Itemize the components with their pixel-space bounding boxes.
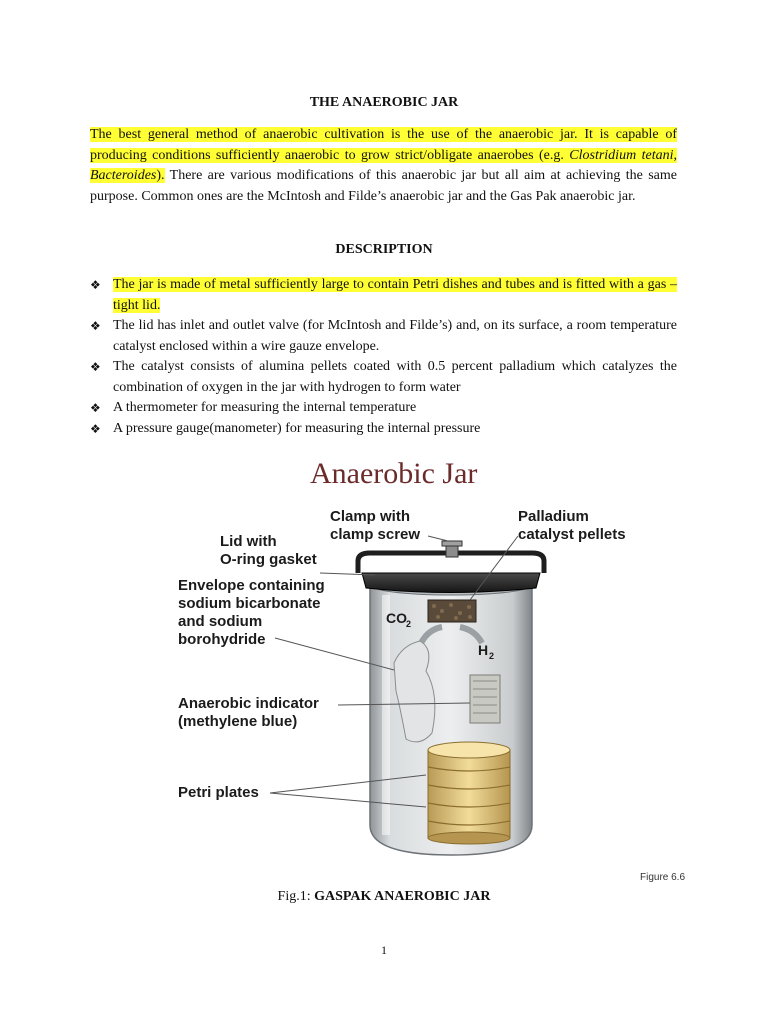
page-title: THE ANAEROBIC JAR: [309, 95, 459, 110]
page-number: 1: [381, 943, 387, 957]
label-indicator-line2: (methylene blue): [178, 713, 298, 730]
label-lid-line2: O-ring gasket: [220, 551, 317, 568]
list-item-text: A pressure gauge(manometer) for measuring the internal pressure: [113, 420, 481, 436]
jar-lid: [362, 573, 540, 593]
label-envelope-line4: borohydride: [178, 631, 266, 648]
list-item-text: The jar is made of metal sufficiently large to contain Petri dishes and tubes and is fitted with a gas –tight lid.: [113, 277, 677, 313]
list-item: [90, 419, 677, 440]
list-item-text: A thermometer for measuring the internal temperature: [113, 400, 417, 415]
label-h2: H: [478, 642, 489, 658]
label-envelope-line3: and sodium: [178, 613, 263, 630]
label-palladium-line2: catalyst pellets: [518, 526, 626, 543]
species-separator: ,: [673, 147, 677, 163]
caption-title: GASPAK ANAEROBIC JAR: [314, 889, 491, 904]
label-indicator-line1: Anaerobic indicator: [178, 695, 319, 712]
label-lid-line1: Lid with: [220, 533, 277, 550]
list-item: [90, 398, 677, 419]
label-h2-subscript: 2: [489, 651, 495, 661]
bullet-diamond-icon: ❖: [90, 360, 101, 374]
label-co2: CO: [386, 610, 407, 626]
figure-title: Anaerobic Jar: [310, 457, 478, 490]
anaerobic-jar-illustration: [170, 445, 695, 885]
list-item: [90, 275, 677, 316]
bullet-diamond-icon: ❖: [90, 319, 101, 333]
bullet-diamond-icon: ❖: [90, 421, 101, 436]
species-clostridium: Clostridium tetani: [569, 147, 674, 163]
bullet-diamond-icon: ❖: [90, 401, 101, 415]
intro-paragraph: [90, 125, 677, 207]
label-clamp-line2: clamp screw: [330, 526, 421, 543]
figure-caption: [0, 889, 768, 905]
label-co2-subscript: 2: [406, 619, 412, 629]
petri-plates-stack: [428, 742, 510, 844]
caption-prefix: Fig.1:: [277, 889, 315, 904]
anaerobic-indicator-strip: [470, 675, 500, 723]
label-envelope-line1: Envelope containing: [178, 577, 325, 594]
clamp: [358, 541, 544, 573]
intro-highlight-close: ).: [156, 168, 165, 184]
label-clamp-line1: Clamp with: [330, 508, 411, 525]
species-bacteroides: Bacteroides: [90, 168, 157, 184]
anaerobic-jar-figure: [170, 445, 695, 885]
description-heading: DESCRIPTION: [335, 242, 433, 257]
label-petri-plates: Petri plates: [178, 784, 259, 801]
label-envelope-line2: sodium bicarbonate: [178, 595, 321, 612]
figure-number: Figure 6.6: [640, 872, 686, 883]
label-palladium-line1: Palladium: [518, 508, 589, 525]
list-item: [90, 316, 677, 357]
intro-rest: There are various modifications of this anaerobic jar but all aim at achieving the same purpose. Common ones are the McIntosh and Filde’s anaerobic jar and the Gas Pak anaerobic jar.: [90, 168, 677, 204]
intro-highlight-text: The best general method of anaerobic cultivation is the use of the anaerobic jar. It is capable of producing conditions sufficiently anaerobic to grow strict/obligate anaerobes (e.g.: [90, 127, 677, 163]
list-item: [90, 357, 677, 398]
bullet-diamond-icon: ❖: [90, 278, 101, 292]
list-item-text: The lid has inlet and outlet valve (for McIntosh and Filde’s) and, on its surface, a room temperature catalyst enclosed within a wire gauze envelope.: [113, 318, 677, 354]
description-list: [90, 275, 677, 439]
list-item-text: The catalyst consists of alumina pellets coated with 0.5 percent palladium which catalyzes the combination of oxygen in the jar with hydrogen to form water: [113, 359, 677, 395]
